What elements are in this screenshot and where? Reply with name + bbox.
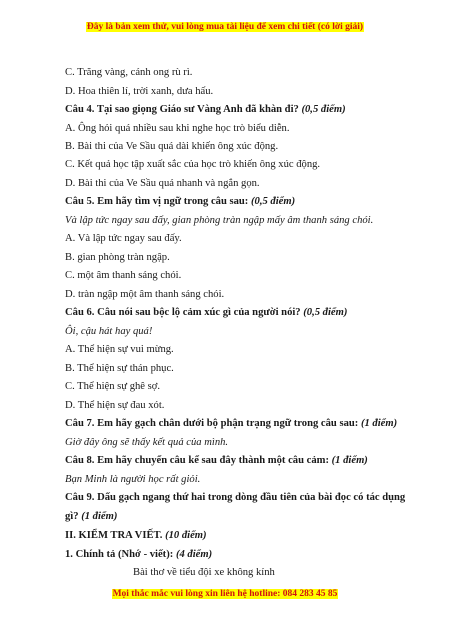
part-1-points: (4 điểm) — [175, 549, 213, 560]
hotline-text: Mọi thắc mắc vui lòng xin liên hệ hotline: 084 283 45 85 — [112, 589, 338, 599]
q4-option-a: A. Ông hỏi quá nhiều sau khi nghe học trò biểu diễn. — [65, 123, 290, 134]
q5-option-c: C. một âm thanh sáng chói. — [65, 270, 182, 281]
q8-points: (1 điểm) — [331, 455, 368, 466]
q6-prompt: Câu 6. Câu nói sau bộc lộ cảm xúc gì của người nói? — [65, 307, 301, 318]
preview-notice-banner — [0, 22, 450, 32]
q7-sentence: Giờ đây ông sẽ thấy kết quả của mình. — [65, 437, 229, 448]
q4-points: (0,5 điểm) — [301, 104, 346, 115]
q8-question — [65, 454, 368, 467]
q5-sentence: Và lập tức ngay sau đấy, gian phòng tràn ngập mấy âm thanh sáng chói. — [65, 215, 374, 226]
q4-option-c: C. Kết quả học tập xuất sắc của học trò khiến ông xúc động. — [65, 159, 321, 170]
q3-option-d: D. Hoa thiên lí, trời xanh, dưa hấu. — [65, 86, 214, 97]
q5-option-a: A. Và lập tức ngay sau đấy. — [65, 233, 182, 244]
section-2-title: II. KIỂM TRA VIẾT. — [65, 530, 163, 541]
q6-option-d: D. Thể hiện sự đau xót. — [65, 400, 165, 411]
section-2-heading — [65, 529, 207, 542]
preview-notice-text: Đây là bản xem thử, vui lòng mua tài liệu để xem chi tiết (có lời giải) — [86, 22, 364, 32]
q5-option-d: D. tràn ngập một âm thanh sáng chói. — [65, 289, 225, 300]
q9-prompt-end: gì? — [65, 511, 79, 522]
q5-prompt: Câu 5. Em hãy tìm vị ngữ trong câu sau: — [65, 196, 249, 207]
q9-points: (1 điểm) — [81, 511, 118, 522]
q5-option-b: B. gian phòng tràn ngập. — [65, 252, 170, 263]
q3-option-c: C. Trăng vàng, cánh ong rù rì. — [65, 67, 193, 78]
q9-question-line2 — [65, 510, 117, 523]
q6-option-b: B. Thể hiện sự thán phục. — [65, 363, 174, 374]
q7-prompt: Câu 7. Em hãy gạch chân dưới bộ phận trạng ngữ trong câu sau: — [65, 418, 359, 429]
q6-option-c: C. Thể hiện sự ghê sợ. — [65, 381, 161, 392]
q4-question — [65, 103, 346, 116]
q4-option-d: D. Bài thi của Ve Sầu quá nhanh và ngắn gọn. — [65, 178, 260, 189]
q7-points: (1 điểm) — [360, 418, 398, 429]
poem-title: Bài thơ về tiểu đội xe không kính — [133, 567, 275, 578]
q9-question-line1: Câu 9. Dấu gạch ngang thứ hai trong dòng đầu tiên của bài đọc có tác dụng — [65, 492, 406, 503]
part-1-heading — [65, 548, 212, 561]
q6-question — [65, 306, 347, 319]
hotline-banner — [0, 589, 450, 599]
q5-question — [65, 195, 295, 208]
section-2-points: (10 điểm) — [165, 530, 207, 541]
q4-prompt: Câu 4. Tại sao giọng Giáo sư Vàng Anh đã khàn đi? — [65, 104, 299, 115]
q6-points: (0,5 điểm) — [303, 307, 348, 318]
q6-option-a: A. Thể hiện sự vui mừng. — [65, 344, 174, 355]
q7-question — [65, 417, 397, 430]
q6-sentence: Ôi, cậu hát hay quá! — [65, 326, 153, 337]
q8-prompt: Câu 8. Em hãy chuyển câu kể sau đây thành một câu cảm: — [65, 455, 329, 466]
q5-points: (0,5 điểm) — [251, 196, 296, 207]
part-1-title: 1. Chính tả (Nhớ - viết): — [65, 549, 174, 560]
q4-option-b: B. Bài thi của Ve Sầu quá dài khiến ông xúc động. — [65, 141, 279, 152]
q8-sentence: Bạn Minh là người học rất giỏi. — [65, 474, 201, 485]
